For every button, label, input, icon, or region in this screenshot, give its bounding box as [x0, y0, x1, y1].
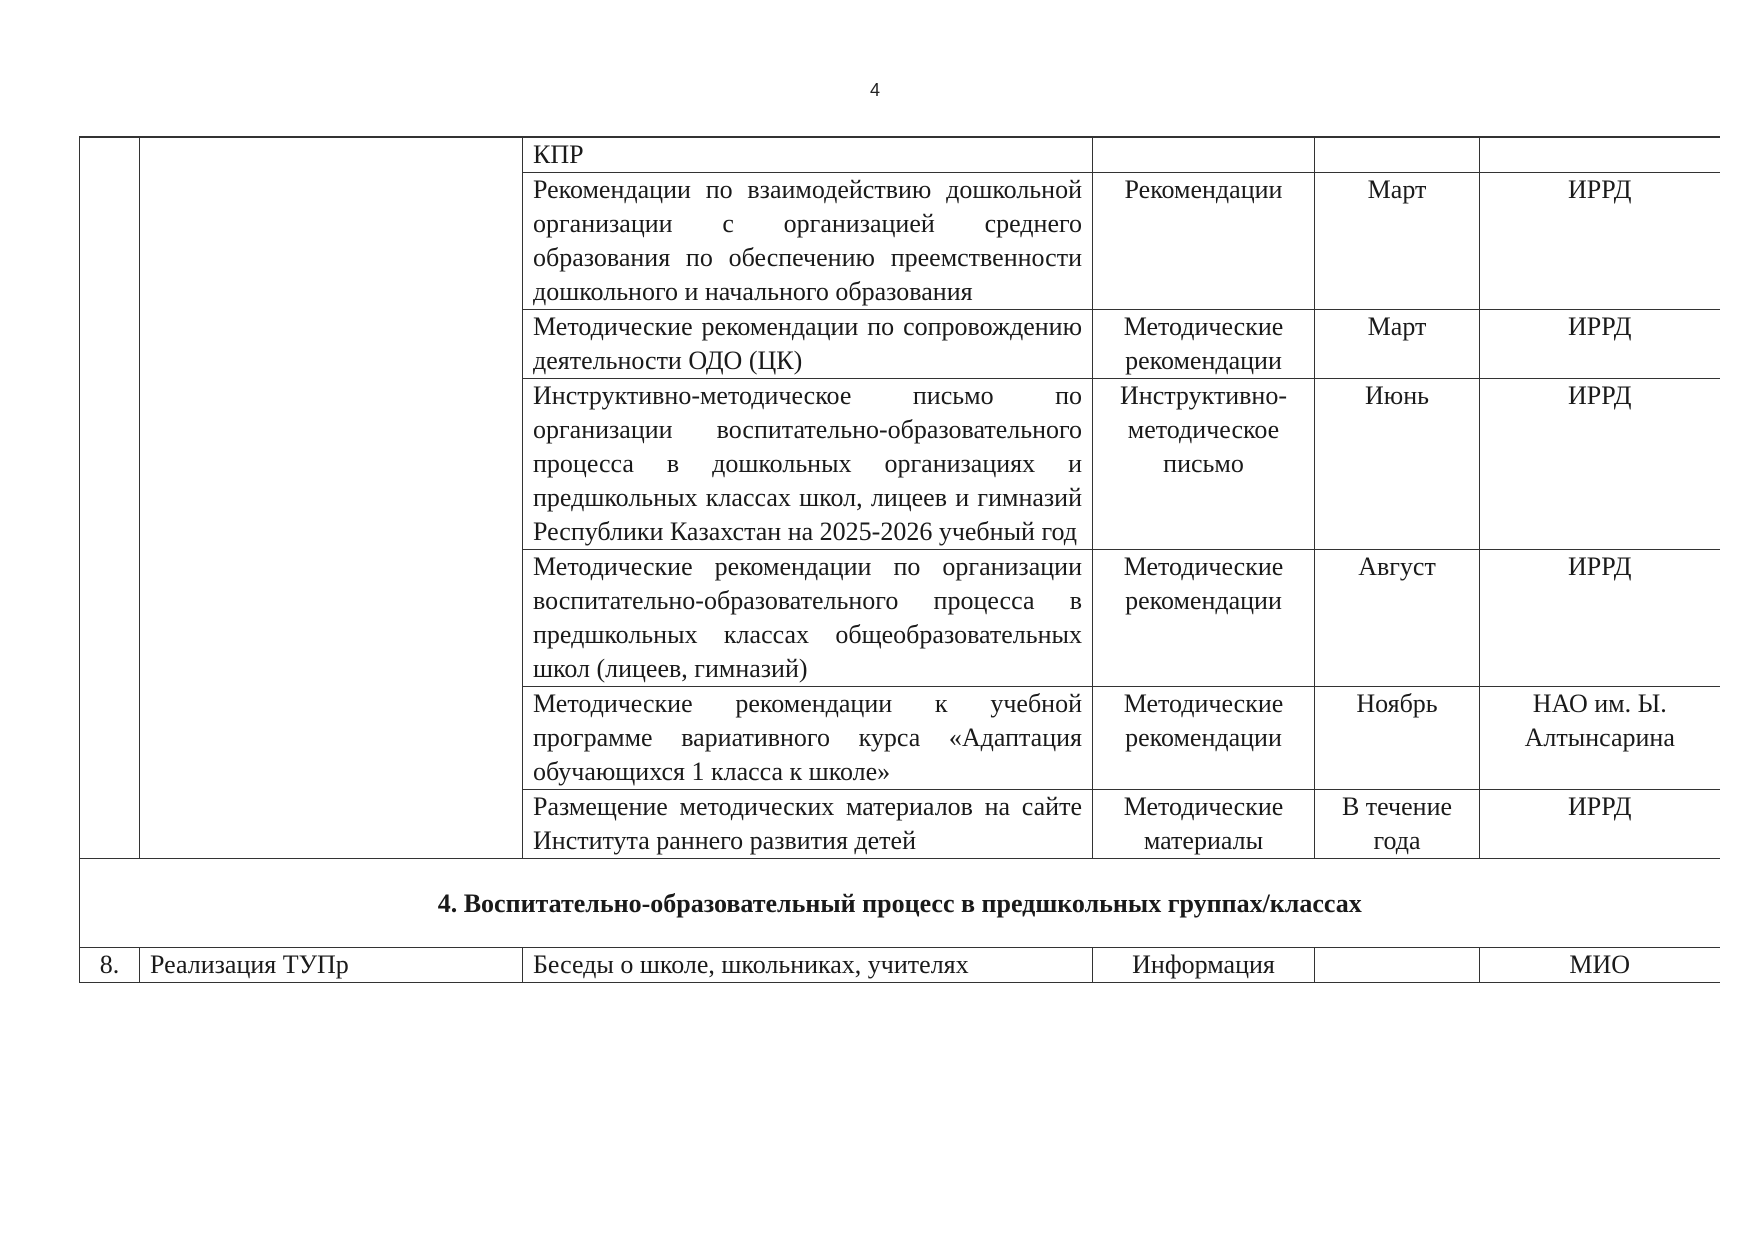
description-cell: Беседы о школе, школьниках, учителях: [523, 948, 1093, 983]
row-number-cell: 8.: [80, 948, 140, 983]
term-cell: Ноябрь: [1315, 687, 1480, 790]
section-title: 4. Воспитательно-образовательный процесс в предшкольных группах/классах: [80, 859, 1720, 948]
term-cell: В течение года: [1315, 790, 1480, 859]
row-number-cell: [80, 137, 140, 859]
term-cell: [1315, 137, 1480, 173]
form-cell: Методические рекомендации: [1093, 687, 1315, 790]
responsible-cell: ИРРД: [1480, 310, 1720, 379]
page-number: 4: [869, 80, 880, 100]
responsible-cell: [1480, 137, 1720, 173]
description-cell: Инструктивно-методическое письмо по организации воспитательно-образовательного процесса в дошкольных организациях и предшкольных классах школ, лицеев и гимназий Республики Казахстан на 2025-2026 учебный год: [523, 379, 1093, 550]
section-header-row: [80, 859, 1720, 948]
form-cell: Информация: [1093, 948, 1315, 983]
term-cell: Август: [1315, 550, 1480, 687]
form-cell: [1093, 137, 1315, 173]
term-cell: Март: [1315, 310, 1480, 379]
term-cell: Июнь: [1315, 379, 1480, 550]
description-cell: Рекомендации по взаимодействию дошкольной организации с организацией среднего образования по обеспечению преемственности дошкольного и начального образования: [523, 173, 1093, 310]
description-cell: Методические рекомендации к учебной программе вариативного курса «Адаптация обучающихся 1 класса к школе»: [523, 687, 1093, 790]
term-cell: Март: [1315, 173, 1480, 310]
form-cell: Методические рекомендации: [1093, 310, 1315, 379]
plan-table: [79, 136, 1720, 983]
responsible-cell: ИРРД: [1480, 790, 1720, 859]
activity-name-cell: [140, 137, 523, 859]
table-row: [80, 948, 1720, 983]
description-cell: КПР: [523, 137, 1093, 173]
responsible-cell: ИРРД: [1480, 379, 1720, 550]
form-cell: Инструктивно-методическое письмо: [1093, 379, 1315, 550]
description-cell: Методические рекомендации по организации воспитательно-образовательного процесса в предшкольных классах общеобразовательных школ (лицеев, гимназий): [523, 550, 1093, 687]
form-cell: Методические материалы: [1093, 790, 1315, 859]
description-cell: Методические рекомендации по сопровождению деятельности ОДО (ЦК): [523, 310, 1093, 379]
form-cell: Рекомендации: [1093, 173, 1315, 310]
responsible-cell: НАО им. Ы. Алтынсарина: [1480, 687, 1720, 790]
form-cell: Методические рекомендации: [1093, 550, 1315, 687]
term-cell: [1315, 948, 1480, 983]
responsible-cell: ИРРД: [1480, 173, 1720, 310]
activity-name-cell: Реализация ТУПр: [140, 948, 523, 983]
description-cell: Размещение методических материалов на сайте Института раннего развития детей: [523, 790, 1093, 859]
responsible-cell: ИРРД: [1480, 550, 1720, 687]
table-row: [80, 137, 1720, 173]
responsible-cell: МИО: [1480, 948, 1720, 983]
